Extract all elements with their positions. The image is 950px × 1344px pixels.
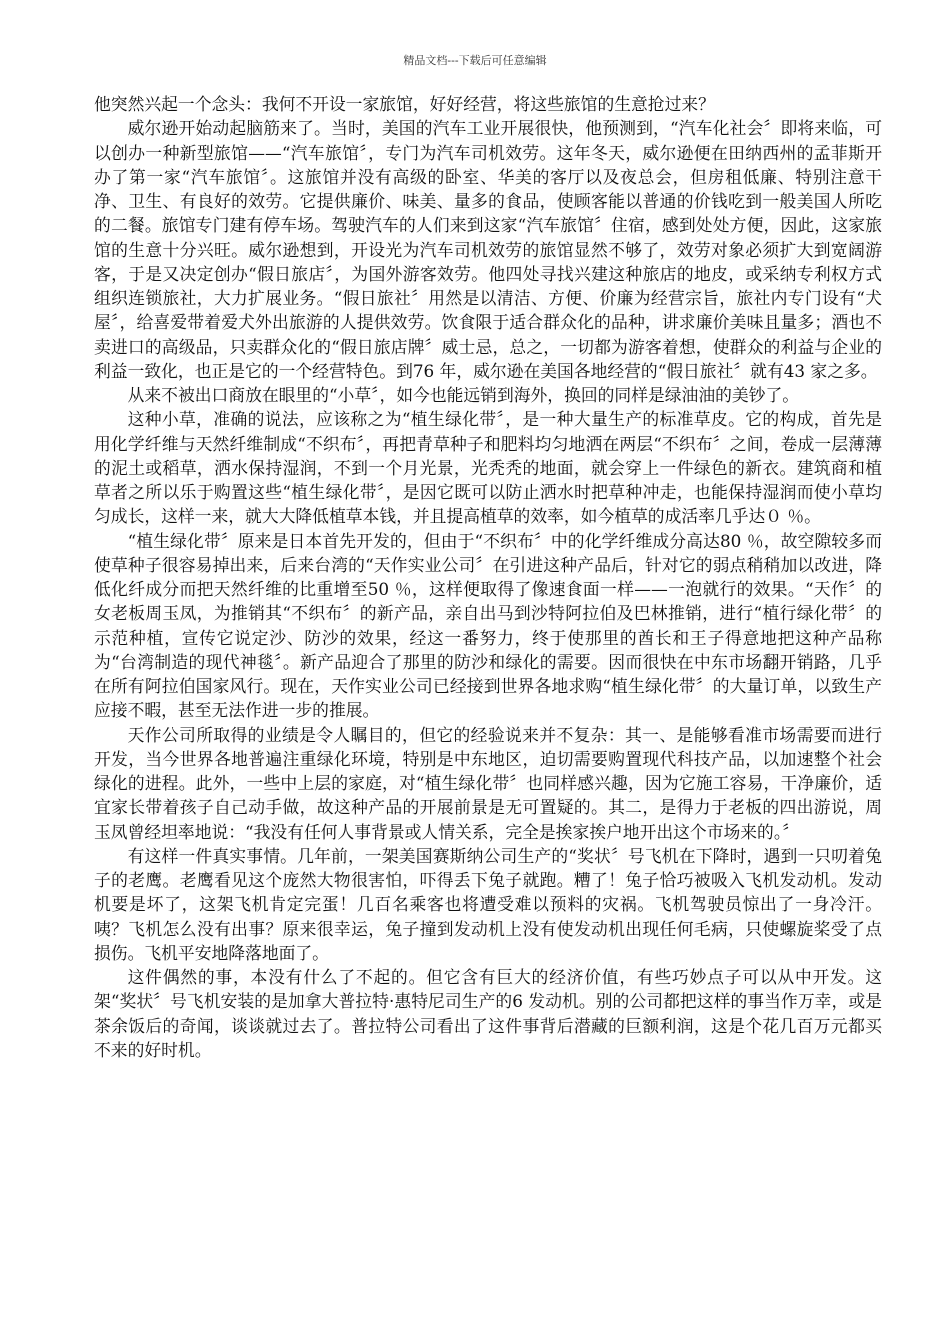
paragraph: 他突然兴起一个念头：我何不开设一家旅馆，好好经营，将这些旅馆的生意抢过来？	[94, 94, 715, 114]
paragraph: 这件偶然的事，本没有什么了不起的。但它含有巨大的经济价值，有些巧妙点子可以从中开发。这架“奖状〞号飞机安装的是加拿大普拉特·惠特尼司生产的6 发动机。别的公司都把这样的事当作万幸，或是茶余饭后的奇闻，谈谈就过去了。普拉特公司看出了这件事背后潜藏的巨额利润，这是个花几百万元都买不来的好时机。	[94, 967, 882, 1060]
paragraph: 天作公司所取得的业绩是令人瞩目的，但它的经验说来并不复杂：其一、是能够看准市场需要而进行开发，当今世界各地普遍注重绿化环境，特别是中东地区，迫切需要购置现代科技产品，以加速整个社会绿化的进程。此外，一些中上层的家庭，对“植生绿化带〞也同样感兴趣，因为它施工容易，干净廉价，适宜家长带着孩子自己动手做，故这种产品的开展前景是无可置疑的。其二，是得力于老板的四出游说，周玉凤曾经坦率地说：“我没有任何人事背景或人情关系，完全是挨家挨户地开出这个市场来的。〞	[94, 724, 882, 842]
paragraph: 有这样一件真实事情。几年前，一架美国赛斯纳公司生产的“奖状〞号飞机在下降时，遇到一只叨着兔子的老鹰。老鹰看见这个庞然大物很害怕，吓得丢下兔子就跑。糟了！兔子恰巧被吸入飞机发动机。发动机要是坏了，这架飞机肯定完蛋！几百名乘客也将遭受难以预料的灾祸。飞机驾驶员惊出了一身冷汗。咦？飞机怎么没有出事？原来很幸运，兔子撞到发动机上没有使发动机出现任何毛病，只使螺旋桨受了点损伤。飞机平安地降落地面了。	[94, 845, 882, 963]
paragraph: “植生绿化带〞原来是日本首先开发的，但由于“不织布〞中的化学纤维成分高达80 ％，故空隙较多而使草种子很容易掉出来，后来台湾的“天作实业公司〞在引进这种产品后，针对它的弱点稍稍加以改进，降低化纤成分而把天然纤维的比重增至50 ％，这样便取得了像速食面一样——一泡就行的效果。“天作〞的女老板周玉凤，为推销其“不织布〞的新产品，亲自出马到沙特阿拉伯及巴林推销，进行“植行绿化带〞的示范种植，宣传它说定沙、防沙的效果，经这一番努力，终于使那里的酋长和王子得意地把这种产品称为“台湾制造的现代神毯〞。新产品迎合了那里的防沙和绿化的需要。因而很快在中东市场翻开销路，几乎在所有阿拉伯国家风行。现在，天作实业公司已经接到世界各地求购“植生绿化带〞的大量订单，以致生产应接不暇，甚至无法作进一步的推展。	[94, 530, 882, 721]
paragraph: 威尔逊开始动起脑筋来了。当时，美国的汽车工业开展很快，他预测到，“汽车化社会〞即将来临，可以创办一种新型旅馆——“汽车旅馆〞，专门为汽车司机效劳。这年冬天，威尔逊便在田纳西州的孟菲斯开办了第一家“汽车旅馆〞。这旅馆并没有高级的卧室、华美的客厅以及夜总会，但房租低廉、特别注意干净、卫生、有良好的效劳。它提供廉价、味美、量多的食品，使顾客能以普通的价钱吃到一般美国人所吃的二餐。旅馆专门建有停车场。驾驶汽车的人们来到这家“汽车旅馆〞住宿，感到处处方便，因此，这家旅馆的生意十分兴旺。威尔逊想到，开设光为汽车司机效劳的旅馆显然不够了，效劳对象必须扩大到宽阔游客，于是又决定创办“假日旅店〞，为国外游客效劳。他四处寻找兴建这种旅店的地皮，或采纳专利权方式组织连锁旅社，大力扩展业务。“假日旅社〞用然是以清洁、方便、价廉为经营宗旨，旅社内专门设有“犬屋〞，给喜爱带着爱犬外出旅游的人提供效劳。饮食限于适合群众化的品种，讲求廉价美味且量多；酒也不卖进口的高级品，只卖群众化的“假日旅店牌〞威士忌，总之，一切都为游客着想，使群众的利益与企业的利益一致化，也正是它的一个经营特色。到76 年，威尔逊在美国各地经营的“假日旅社〞就有43 家之多。	[94, 118, 883, 381]
document-body	[94, 92, 882, 1062]
paragraph: 从来不被出口商放在眼里的“小草〞，如今也能远销到海外，换回的同样是绿油油的美钞了。	[127, 385, 800, 405]
page-header: 精品文档---下载后可任意编辑	[403, 54, 547, 67]
paragraph: 这种小草，准确的说法，应该称之为“植生绿化带〞，是一种大量生产的标准草皮。它的构成，首先是用化学纤维与天然纤维制成“不织布〞，再把青草种子和肥料均匀地洒在两层“不织布〞之间，卷成一层薄薄的泥土或稻草，洒水保持湿润，不到一个月光景，光秃秃的地面，就会穿上一件绿色的新衣。建筑商和植草者之所以乐于购置这些“植生绿化带〞，是因它既可以防止洒水时把草种冲走，也能保持湿润而使小草均匀成长，这样一来，就大大降低植草本钱，并且提高植草的效率，如今植草的成活率几乎达０ ％。	[94, 409, 882, 527]
